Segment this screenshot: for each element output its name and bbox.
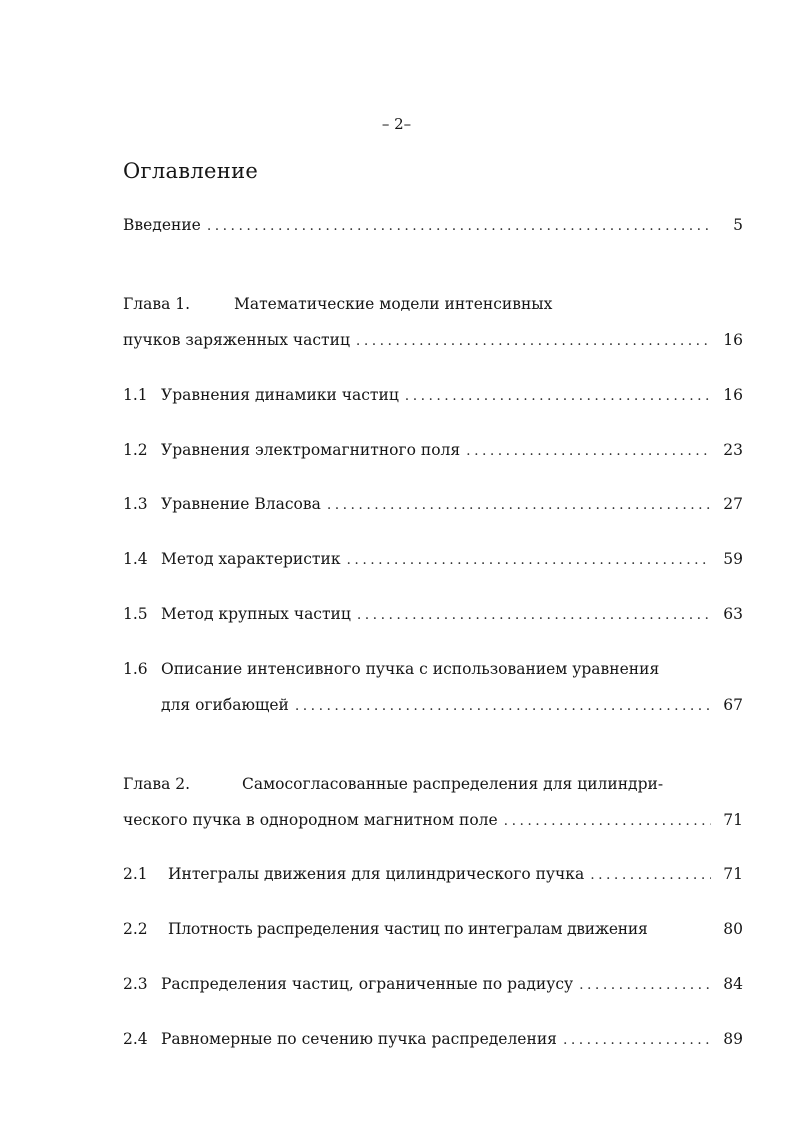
- toc-section-1-1[interactable]: [123, 384, 743, 406]
- section-title: Уравнения электромагнитного поля: [161, 441, 461, 459]
- chapter-title-line1: Математические модели интенсивных: [234, 295, 553, 313]
- leader-dots: [207, 215, 711, 237]
- section-title: Равномерные по сечению пучка распределения: [161, 1030, 557, 1048]
- section-title: Уравнения динамики частиц: [161, 386, 399, 404]
- toc-section-1-6-line2[interactable]: [123, 694, 743, 716]
- toc-entry-page: 5: [733, 216, 743, 234]
- section-title-line2: для огибающей: [161, 696, 289, 714]
- toc-section-1-5[interactable]: [123, 603, 743, 625]
- section-number: 1.4: [123, 550, 148, 568]
- toc-entry-page: 63: [723, 605, 743, 623]
- toc-entry-page: 71: [723, 811, 743, 829]
- toc-section-2-4[interactable]: [123, 1028, 743, 1050]
- toc-section-1-4[interactable]: [123, 548, 743, 570]
- leader-dots: [579, 974, 711, 996]
- toc-entry-page: 80: [723, 920, 743, 938]
- toc-entry-page: 59: [723, 550, 743, 568]
- leader-dots: [327, 494, 711, 516]
- toc-entry-page: 16: [723, 386, 743, 404]
- toc-entry-page: 84: [723, 975, 743, 993]
- toc-section-1-2[interactable]: [123, 439, 743, 461]
- section-number: 1.1: [123, 386, 148, 404]
- section-title: Плотность распределения частиц по интегралам движения: [168, 920, 648, 938]
- section-title: Метод характеристик: [161, 550, 341, 568]
- leader-dots: [504, 810, 711, 832]
- leader-dots: [295, 695, 711, 717]
- leader-dots: [590, 864, 711, 886]
- section-number: 1.3: [123, 495, 148, 513]
- toc-section-2-2[interactable]: [123, 918, 743, 940]
- section-title: Метод крупных частиц: [161, 605, 351, 623]
- toc-entry-page: 89: [723, 1030, 743, 1048]
- section-number: 2.2: [123, 920, 148, 938]
- leader-dots: [405, 385, 711, 407]
- section-number: 2.3: [123, 975, 148, 993]
- section-number: 2.1: [123, 865, 148, 883]
- section-title: Уравнение Власова: [161, 495, 321, 513]
- chapter-title-line2: ческого пучка в однородном магнитном поле: [123, 811, 498, 829]
- toc-entry-page: 67: [723, 696, 743, 714]
- chapter-title-line1: Самосогласованные распределения для цилиндри-: [242, 775, 664, 793]
- chapter-title-line2: пучков заряженных частиц: [123, 331, 350, 349]
- section-title-line1: Описание интенсивного пучка с использованием уравнения: [161, 660, 660, 678]
- section-number: 1.6: [123, 660, 148, 678]
- leader-dots: [356, 330, 711, 352]
- section-number: 2.4: [123, 1030, 148, 1048]
- section-number: 1.2: [123, 441, 148, 459]
- leader-dots: [357, 604, 711, 626]
- toc-chapter1-heading[interactable]: [123, 293, 743, 315]
- leader-dots: [347, 549, 711, 571]
- chapter-label: Глава 1.: [123, 295, 191, 313]
- toc-chapter2-heading[interactable]: [123, 773, 743, 795]
- toc-chapter1-line2[interactable]: [123, 329, 743, 351]
- toc-title: Оглавление: [123, 159, 259, 183]
- leader-dots: [466, 440, 711, 462]
- toc-entry-page: 16: [723, 331, 743, 349]
- leader-dots: [563, 1029, 711, 1051]
- section-title: Интегралы движения для цилиндрического пучка: [168, 865, 585, 883]
- toc-section-1-3[interactable]: [123, 493, 743, 515]
- toc-entry-intro[interactable]: [123, 214, 743, 236]
- toc-section-2-3[interactable]: [123, 973, 743, 995]
- toc-entry-page: 71: [723, 865, 743, 883]
- toc-entry-page: 27: [723, 495, 743, 513]
- toc-section-1-6[interactable]: [123, 658, 743, 680]
- toc-entry-page: 23: [723, 441, 743, 459]
- chapter-label: Глава 2.: [123, 775, 191, 793]
- toc-section-2-1[interactable]: [123, 863, 743, 885]
- toc-entry-title: Введение: [123, 216, 201, 234]
- toc-chapter2-line2[interactable]: [123, 809, 743, 831]
- section-number: 1.5: [123, 605, 148, 623]
- page-number: – 2–: [381, 115, 412, 133]
- section-title: Распределения частиц, ограниченные по радиусу: [161, 975, 574, 993]
